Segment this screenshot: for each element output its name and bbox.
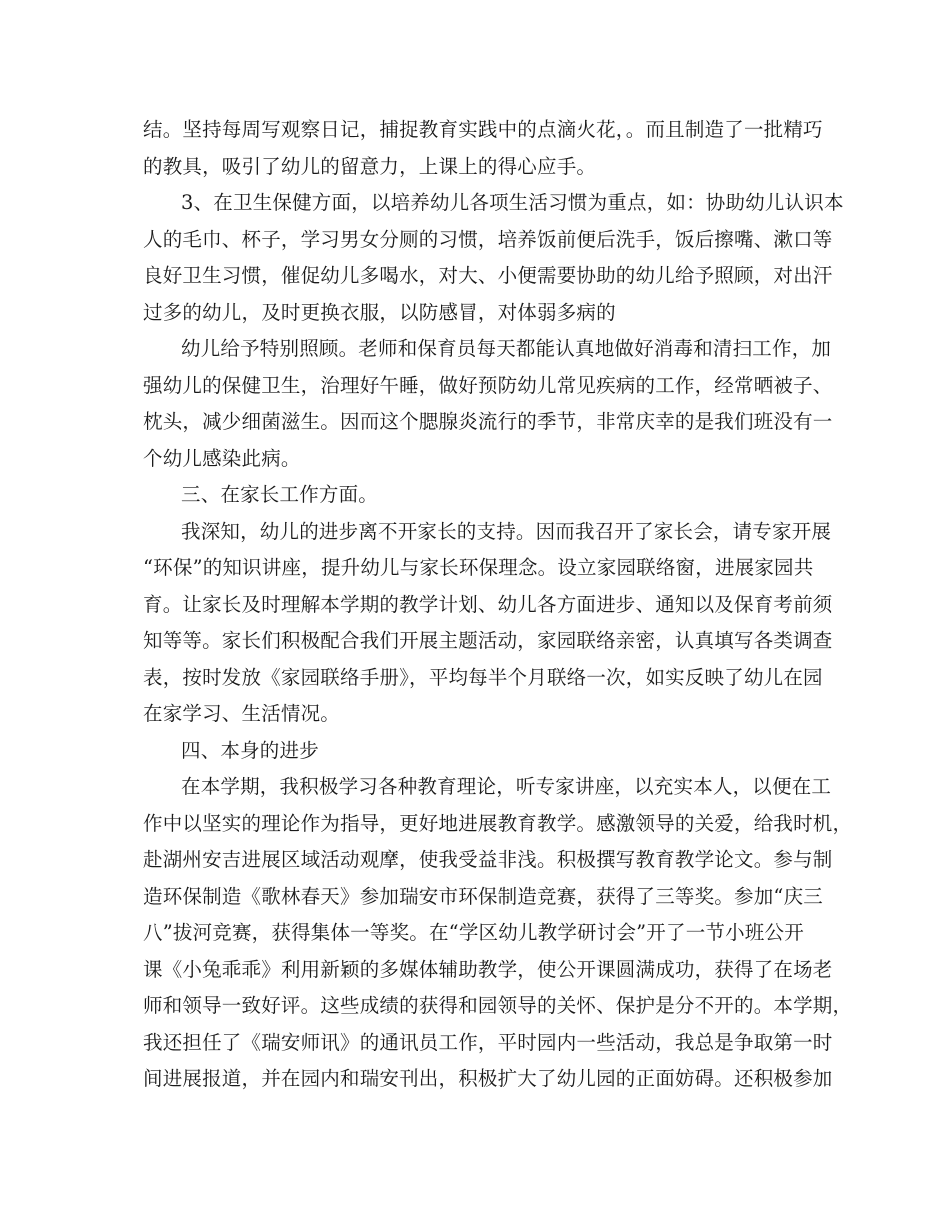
text-line: 在本学期，我积极学习各种教育理论，听专家讲座，以充实本人，以便在工	[181, 775, 832, 798]
text-line: 三、在家长工作方面。	[181, 483, 379, 506]
text-line: 四、本身的进步	[181, 738, 319, 762]
text-line: 八”拔河竞赛，获得集体一等奖。在“学区幼儿教学研讨会”开了一节小班公开	[143, 921, 804, 944]
text-line: 表，按时发放《家园联络手册》，平均每半个月联络一次，如实反映了幼儿在园	[143, 665, 823, 689]
text-line: 良好卫生习惯，催促幼儿多喝水，对大、小便需要协助的幼儿给予照顾，对出汗	[143, 264, 833, 287]
text-line: 幼儿给予特别照顾。老师和保育员每天都能认真地做好消毒和清扫工作，加	[181, 337, 832, 360]
text-line: 知等等。家长们积极配合我们开展主题活动，家园联络亲密，认真填写各类调查	[143, 629, 833, 652]
text-line: 3、在卫生保健方面，以培养幼儿各项生活习惯为重点，如：协助幼儿认识本	[181, 191, 844, 214]
text-line: 结。坚持每周写观察日记，捕捉教育实践中的点滴火花，。而且制造了一批精巧	[143, 118, 823, 141]
text-line: 在家学习、生活情况。	[143, 702, 341, 725]
text-line: 育。让家长及时理解本学期的教学计划、幼儿各方面进步、通知以及保育考前须	[143, 592, 833, 616]
text-line: 个幼儿感染此病。	[143, 446, 301, 470]
text-line: 枕头，减少细菌滋生。因而这个腮腺炎流行的季节，非常庆幸的是我们班没有一	[143, 410, 833, 433]
text-line: 的教具，吸引了幼儿的留意力，上课上的得心应手。	[143, 154, 597, 178]
text-line: 作中以坚实的理论作为指导，更好地进展教育教学。感激领导的关爱，给我时机，	[143, 811, 853, 835]
text-line: 间进展报道，并在园内和瑞安刊出，积极扩大了幼儿园的正面妨碍。还积极参加	[143, 1067, 833, 1090]
text-line: 造环保制造《歌林春天》参加瑞安市环保制造竞赛，获得了三等奖。参加“庆三	[143, 884, 823, 908]
text-line: 强幼儿的保健卫生，治理好午睡，做好预防幼儿常见疾病的工作，经常晒被子、	[143, 373, 833, 397]
text-line: 课《小兔乖乖》利用新颖的多媒体辅助教学，使公开课圆满成功，获得了在场老	[143, 957, 833, 981]
document-body	[143, 112, 853, 1098]
text-line: 师和领导一致好评。这些成绩的获得和园领导的关怀、保护是分不开的。本学期，	[143, 994, 853, 1017]
text-line: 赴湖州安吉进展区域活动观摩，使我受益非浅。积极撰写教育教学论文。参与制	[143, 848, 833, 871]
text-line: “环保”的知识讲座，提升幼儿与家长环保理念。设立家园联络窗，进展家园共	[143, 556, 814, 579]
text-line: 我还担任了《瑞安师讯》的通讯员工作，平时园内一些活动，我总是争取第一时	[143, 1030, 833, 1054]
text-line: 人的毛巾、杯子，学习男女分厕的习惯，培养饭前便后洗手，饭后擦嘴、漱口等	[143, 227, 833, 251]
text-line: 我深知，幼儿的进步离不开家长的支持。因而我召开了家长会，请专家开展	[181, 519, 832, 543]
text-line: 过多的幼儿，及时更换衣服，以防感冒，对体弱多病的	[143, 300, 616, 324]
